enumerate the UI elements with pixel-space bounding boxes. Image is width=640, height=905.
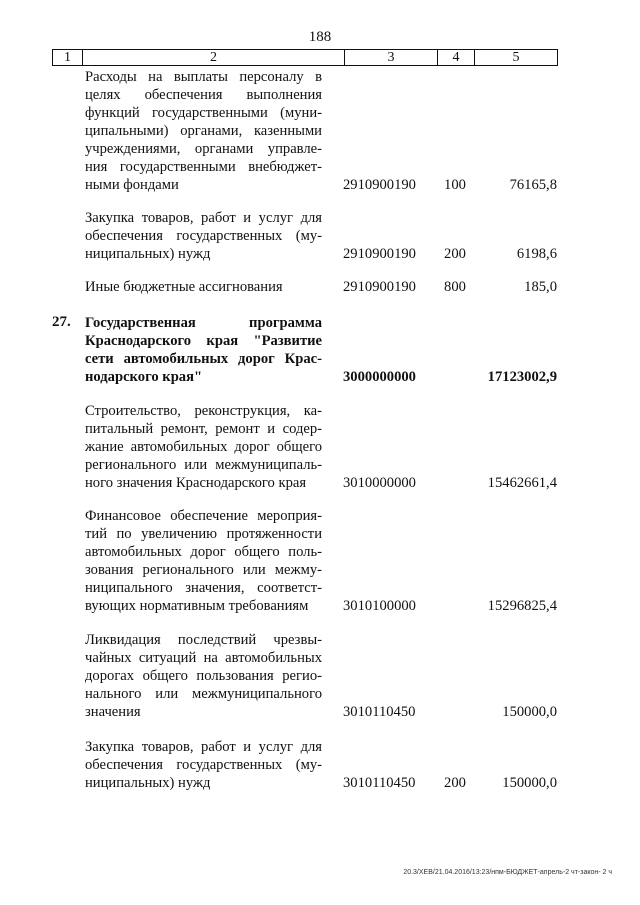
name-line: тий по увеличению протяженности bbox=[85, 526, 322, 542]
column-header-2: 2 bbox=[83, 50, 345, 66]
name-line: ниципальных) нужд bbox=[85, 246, 211, 262]
row-amount: 150000,0 bbox=[502, 775, 557, 791]
name-line: Закупка товаров, работ и услуг для bbox=[85, 739, 322, 755]
footer-document-stamp: 20.3/ХЕВ/21.04.2016/13:23/нпм-БЮДЖЕТ-апрель-2 чт-закон- 2 ч bbox=[403, 869, 612, 876]
row-amount: 76165,8 bbox=[509, 177, 557, 193]
row-amount: 185,0 bbox=[524, 279, 557, 295]
column-header-row bbox=[53, 50, 558, 66]
column-header-1: 1 bbox=[53, 50, 83, 66]
row-amount: 15462661,4 bbox=[487, 475, 557, 491]
name-line: ниципального значения, соответст- bbox=[85, 580, 322, 596]
row-type: 200 bbox=[444, 775, 466, 791]
row-name bbox=[85, 314, 322, 386]
name-line: Закупка товаров, работ и услуг для bbox=[85, 210, 322, 226]
name-line: вующих нормативным требованиям bbox=[85, 598, 309, 614]
row-amount: 15296825,4 bbox=[487, 598, 557, 614]
name-line: функций государственными (муни- bbox=[85, 105, 322, 121]
row-number: 27. bbox=[52, 314, 71, 330]
row-amount: 17123002,9 bbox=[487, 369, 557, 385]
row-code: 3010110450 bbox=[343, 704, 416, 720]
name-line: Государственная программа bbox=[85, 315, 322, 331]
row-type: 800 bbox=[444, 279, 466, 295]
row-code: 2910900190 bbox=[343, 246, 416, 262]
name-line: ного значения Краснодарского края bbox=[85, 475, 307, 491]
name-line: учреждениями, органами управле- bbox=[85, 141, 322, 157]
row-amount: 150000,0 bbox=[502, 704, 557, 720]
column-header-3: 3 bbox=[345, 50, 438, 66]
column-header-4: 4 bbox=[438, 50, 475, 66]
row-type: 200 bbox=[444, 246, 466, 262]
name-line: обеспечения государственных (му- bbox=[85, 757, 322, 773]
row-name bbox=[85, 738, 322, 792]
name-line: нального или межмуниципального bbox=[85, 686, 322, 702]
name-line: жание автомобильных дорог общего bbox=[85, 439, 322, 455]
row-code: 3000000000 bbox=[343, 369, 416, 385]
row-name bbox=[85, 209, 322, 263]
name-line: значения bbox=[85, 704, 141, 720]
name-line: зования регионального или межму- bbox=[85, 562, 322, 578]
row-name bbox=[85, 631, 322, 721]
row-code: 3010110450 bbox=[343, 775, 416, 791]
name-line: ципальными) органами, казенными bbox=[85, 123, 322, 139]
name-line: целях обеспечения выполнения bbox=[85, 87, 322, 103]
name-line: Финансовое обеспечение мероприя- bbox=[85, 508, 322, 524]
name-line: Строительство, реконструкция, ка- bbox=[85, 403, 322, 419]
column-header-table bbox=[52, 49, 558, 66]
name-line: Иные бюджетные ассигнования bbox=[85, 279, 283, 295]
name-line: регионального или межмуниципаль- bbox=[85, 457, 322, 473]
name-line: сети автомобильных дорог Крас- bbox=[85, 351, 322, 367]
column-header-5: 5 bbox=[475, 50, 558, 66]
row-amount: 6198,6 bbox=[516, 246, 557, 262]
row-name bbox=[85, 402, 322, 492]
row-code: 3010100000 bbox=[343, 598, 416, 614]
name-line: Краснодарского края "Развитие bbox=[85, 333, 322, 349]
name-line: автомобильных дорог общего поль- bbox=[85, 544, 322, 560]
name-line: питальный ремонт, ремонт и содер- bbox=[85, 421, 322, 437]
name-line: ниципальных) нужд bbox=[85, 775, 211, 791]
name-line: дорогах общего пользования регио- bbox=[85, 668, 322, 684]
row-code: 2910900190 bbox=[343, 279, 416, 295]
name-line: ными фондами bbox=[85, 177, 179, 193]
row-name bbox=[85, 68, 322, 194]
name-line: обеспечения государственных (му- bbox=[85, 228, 322, 244]
row-code: 3010000000 bbox=[343, 475, 416, 491]
row-name bbox=[85, 278, 322, 296]
name-line: ния государственными внебюджет- bbox=[85, 159, 322, 175]
name-line: Ликвидация последствий чрезвы- bbox=[85, 632, 322, 648]
row-type: 100 bbox=[444, 177, 466, 193]
name-line: нодарского края" bbox=[85, 369, 203, 385]
page-number: 188 bbox=[308, 29, 332, 45]
name-line: Расходы на выплаты персоналу в bbox=[85, 69, 322, 85]
name-line: чайных ситуаций на автомобильных bbox=[85, 650, 322, 666]
row-name bbox=[85, 507, 322, 615]
row-code: 2910900190 bbox=[343, 177, 416, 193]
